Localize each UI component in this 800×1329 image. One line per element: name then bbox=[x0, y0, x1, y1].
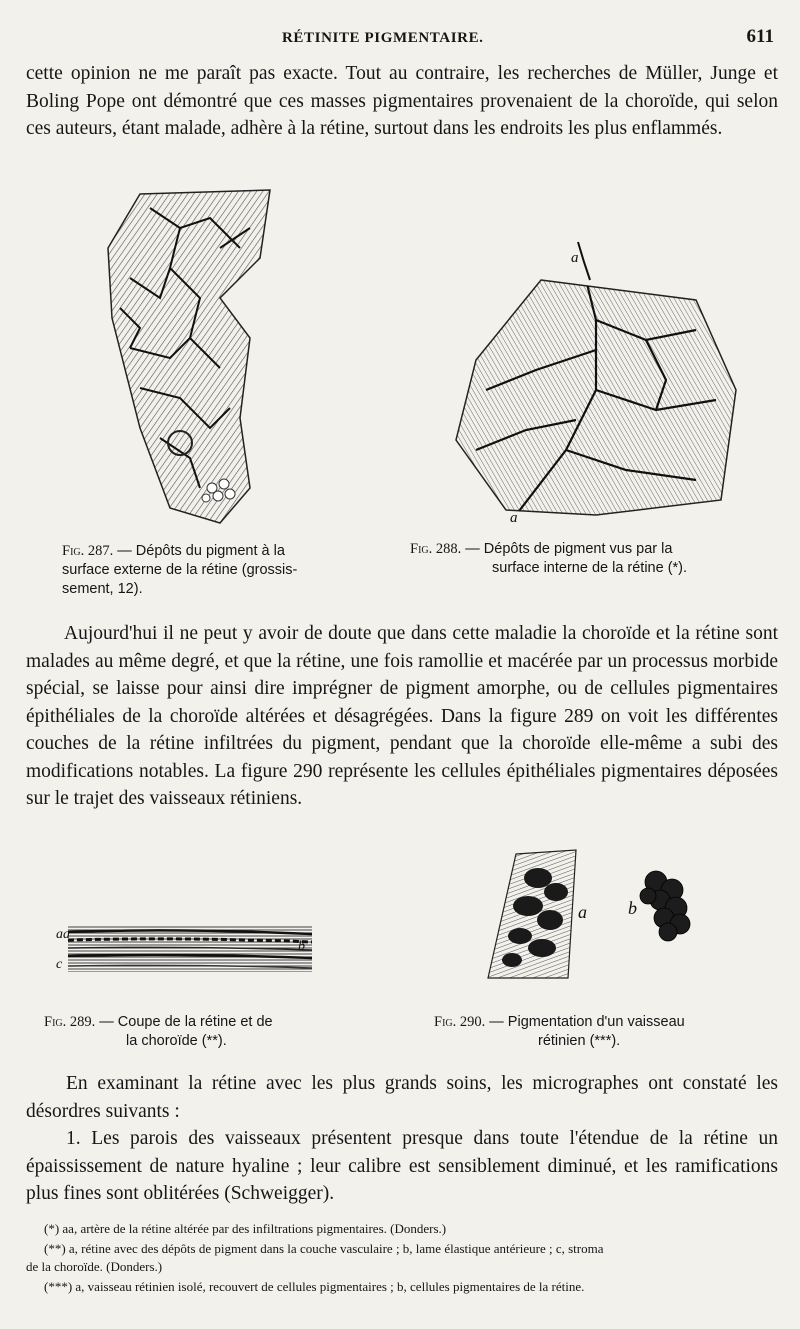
figure-289-caption bbox=[44, 1013, 344, 1051]
footnote-3: (***) a, vaisseau rétinien isolé, recouvert de cellules pigmentaires ; b, cellules pigmentaires de la rétine. bbox=[44, 1279, 585, 1294]
figure-288-caption-line1: — Dépôts de pigment vus par la bbox=[465, 541, 673, 557]
figure-289-caption-line2: la choroïde (**). bbox=[126, 1033, 227, 1049]
figure-287-label: Fig. 287. bbox=[62, 543, 114, 559]
paragraph-aujourdhui: Aujourd'hui il ne peut y avoir de doute que dans cette maladie la choroïde et la rétine sont malades au même degré, et que la rétine, une fois ramollie et macérée par un processus morbide spécial, se laisse pour ainsi dire imprégner de pigment amorphe, ou de cellules pigmentaires épithéliales de la choroïde altérées et désagrégées. Dans la figure 289 on voit les différentes couches de la rétine infiltrées du pigment, pendant que la choroïde elle-même a subi des modifications notables. La figure 290 représente les cellules épithéliales pigmentaires déposées sur le trajet des vaisseaux rétiniens. bbox=[26, 623, 778, 809]
footnote-2: (**) a, rétine avec des dépôts de pigment dans la couche vasculaire ; b, lame élastique antérieure ; c, stroma bbox=[44, 1241, 604, 1256]
figure-290-illustration bbox=[468, 848, 700, 980]
figure-288-caption-line2: surface interne de la rétine (*). bbox=[492, 560, 688, 576]
footnotes bbox=[26, 1220, 784, 1298]
footnote-1: (*) aa, artère de la rétine altérée par des infiltrations pigmentaires. (Donders.) bbox=[44, 1221, 447, 1236]
figure-289-letter-aa: aa bbox=[56, 927, 70, 942]
figure-289-illustration bbox=[56, 920, 322, 980]
figure-287-caption-line2: surface externe de la rétine (grossis- bbox=[62, 562, 298, 578]
figure-290-letter-a: a bbox=[578, 902, 587, 922]
figure-287-caption-line1: — Dépôts du pigment à la bbox=[117, 543, 285, 559]
figure-290-label: Fig. 290. bbox=[434, 1014, 486, 1030]
figure-287-illustration bbox=[100, 188, 280, 530]
figure-290-caption-line2: rétinien (***). bbox=[538, 1033, 621, 1049]
figure-288-illustration bbox=[446, 240, 758, 530]
running-head-title: RÉTINITE PIGMENTAIRE. bbox=[282, 30, 484, 46]
footnote-2-continuation: de la choroïde. (Donders.) bbox=[26, 1259, 163, 1274]
figure-289-letter-b: b bbox=[298, 939, 305, 954]
figure-290-caption-line1: — Pigmentation d'un vaisseau bbox=[489, 1014, 685, 1030]
svg-text:a: a bbox=[571, 250, 579, 266]
figure-289-label: Fig. 289. bbox=[44, 1014, 96, 1030]
paragraph-opinion: cette opinion ne me paraît pas exacte. Tout au contraire, les recherches de Müller, Junge et Boling Pope ont démontré que ces masses pigmentaires provenaient de la choroïde, qui selon ces auteurs, étant malade, adhère à la rétine, surtout dans les endroits les plus enflammés. bbox=[26, 63, 778, 139]
figure-288-label: Fig. 288. bbox=[410, 541, 462, 557]
figure-287-caption bbox=[40, 542, 360, 599]
running-head bbox=[0, 26, 800, 50]
page-number: 611 bbox=[746, 26, 774, 47]
figure-290-caption bbox=[434, 1013, 774, 1051]
figure-287-caption-line3: sement, 12). bbox=[62, 581, 143, 597]
paragraph-examinant: En examinant la rétine avec les plus grands soins, les micrographes ont constaté les désordres suivants : bbox=[26, 1073, 778, 1122]
figure-290-letter-b: b bbox=[628, 898, 637, 918]
figure-289-letter-c: c bbox=[56, 957, 63, 972]
paragraph-item-1: 1. Les parois des vaisseaux présentent presque dans toute l'étendue de la rétine un épaississement de nature hyaline ; leur calibre est sensiblement diminué, et les ramifications plus fines sont oblitérées (Schweigger). bbox=[26, 1128, 778, 1204]
figure-289-caption-line1: — Coupe de la rétine et de bbox=[99, 1014, 273, 1030]
svg-text:a: a bbox=[510, 510, 518, 526]
figure-288-caption bbox=[410, 540, 770, 578]
